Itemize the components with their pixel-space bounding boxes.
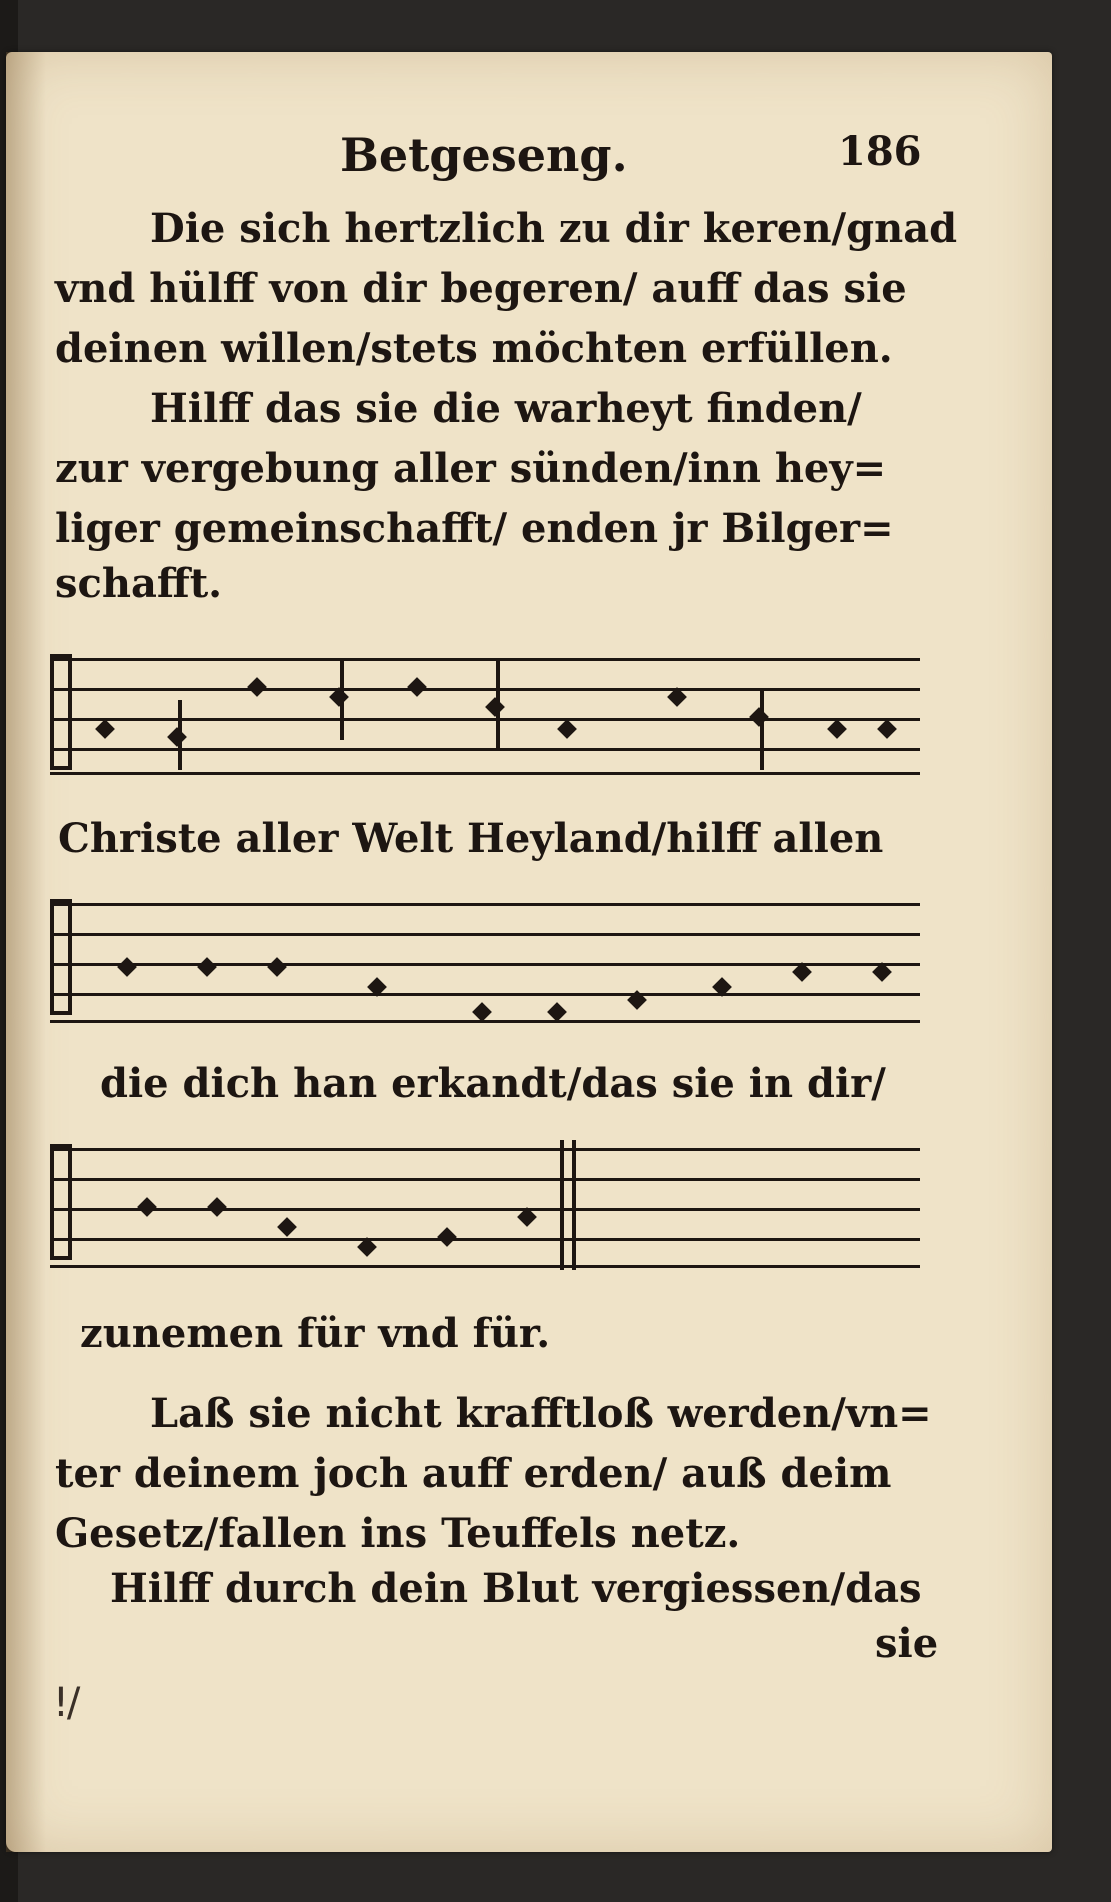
note-icon bbox=[437, 1227, 457, 1247]
clef-icon bbox=[50, 1144, 72, 1260]
page-number: 186 bbox=[838, 128, 922, 175]
catchword: sie bbox=[875, 1620, 939, 1667]
clef-icon bbox=[50, 654, 72, 770]
note-icon bbox=[472, 1002, 492, 1022]
note-icon bbox=[407, 677, 427, 697]
verse-2-line-4: schafft. bbox=[55, 560, 223, 607]
lyric-line-3: zunemen für vnd für. bbox=[80, 1310, 551, 1357]
note-icon bbox=[95, 719, 115, 739]
music-staff-3 bbox=[50, 1140, 920, 1280]
music-staff-1 bbox=[50, 650, 920, 780]
note-icon bbox=[827, 719, 847, 739]
verse-1-line-3: deinen willen/stets möchten erfüllen. bbox=[55, 325, 893, 372]
lyric-line-2: die dich han erkandt/das sie in dir/ bbox=[100, 1060, 886, 1107]
lyric-line-1: Christe aller Welt Heyland/hilff allen bbox=[58, 815, 884, 862]
music-staff-2 bbox=[50, 895, 920, 1035]
note-icon bbox=[277, 1217, 297, 1237]
marginal-mark: ǃ/ bbox=[55, 1680, 81, 1726]
note-icon bbox=[167, 727, 187, 747]
note-icon bbox=[749, 707, 769, 727]
page-gutter-shadow bbox=[6, 52, 46, 1852]
note-icon bbox=[117, 957, 137, 977]
verse-3-line-1: Laß sie nicht krafftloß werden/vn= bbox=[150, 1390, 932, 1437]
verse-1-line-2: vnd hülff von dir begeren/ auff das sie bbox=[55, 265, 907, 312]
note-icon bbox=[137, 1197, 157, 1217]
verse-2-line-3: liger gemeinschafft/ enden jr Bilger= bbox=[55, 505, 894, 552]
note-icon bbox=[547, 1002, 567, 1022]
barline bbox=[572, 1140, 576, 1270]
note-icon bbox=[267, 957, 287, 977]
verse-4-line-1: Hilff durch dein Blut vergiessen/das bbox=[110, 1565, 922, 1612]
verse-2-line-1: Hilff das sie die warheyt finden/ bbox=[150, 385, 862, 432]
verse-1-line-1: Die sich hertzlich zu dir keren/gnad bbox=[150, 205, 958, 252]
note-icon bbox=[557, 719, 577, 739]
running-title: Betgeseng. bbox=[340, 128, 628, 182]
note-icon bbox=[485, 697, 505, 717]
note-icon bbox=[207, 1197, 227, 1217]
clef-icon bbox=[50, 899, 72, 1015]
barline bbox=[560, 1140, 564, 1270]
verse-3-line-2: ter deinem joch auff erden/ auß deim bbox=[55, 1450, 892, 1497]
note-icon bbox=[247, 677, 267, 697]
verse-3-line-3: Gesetz/fallen ins Teuffels netz. bbox=[55, 1510, 741, 1557]
note-icon bbox=[197, 957, 217, 977]
note-icon bbox=[877, 719, 897, 739]
verse-2-line-2: zur vergebung aller sünden/inn hey= bbox=[55, 445, 887, 492]
